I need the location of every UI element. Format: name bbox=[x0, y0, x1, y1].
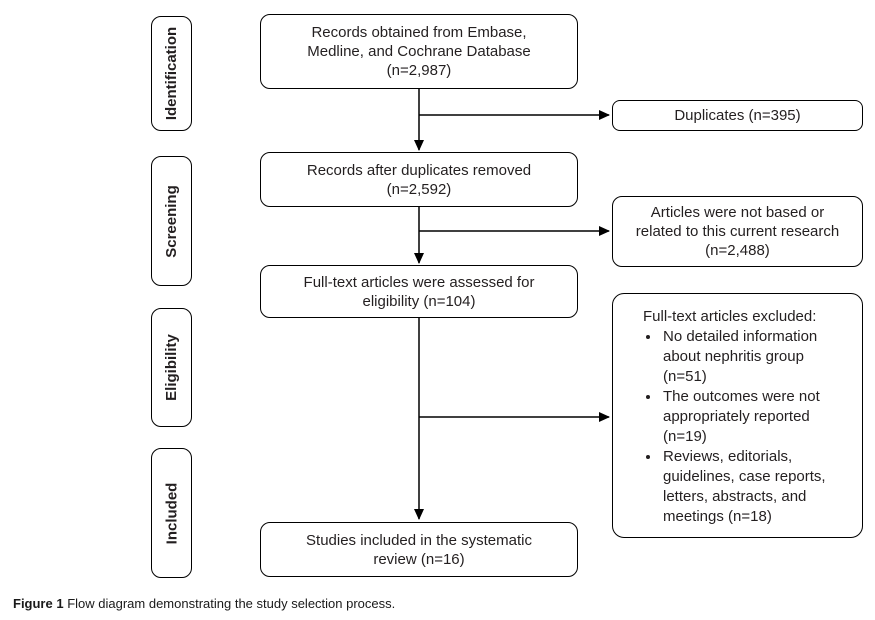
stage-box-screening bbox=[151, 156, 192, 286]
figure-caption-text: Flow diagram demonstrating the study selection process. bbox=[67, 596, 396, 611]
side-box-fulltext-excluded bbox=[612, 293, 863, 538]
stage-label-included: Included bbox=[163, 482, 181, 544]
stage-label-screening: Screening bbox=[163, 184, 180, 258]
flow-box-studies-included bbox=[260, 522, 578, 577]
stage-box-identification bbox=[151, 16, 192, 131]
fulltext-excluded-item: • Reviews, editorials, guidelines, case reports, letters, abstracts, and meetings (n=18) bbox=[661, 447, 850, 527]
flow-box-duplicates-removed-text: Records after duplicates removed (n=2,592) bbox=[306, 161, 532, 198]
figure-caption bbox=[13, 596, 395, 611]
stage-box-included bbox=[151, 448, 192, 578]
fulltext-excluded-list bbox=[643, 327, 850, 527]
flow-box-fulltext-assessed bbox=[260, 265, 578, 318]
side-box-duplicates bbox=[612, 100, 863, 131]
flow-box-studies-included-text: Studies included in the systematic review (n=16) bbox=[306, 531, 532, 568]
figure-caption-label: Figure 1 bbox=[13, 596, 64, 611]
stage-box-eligibility bbox=[151, 308, 192, 427]
fulltext-excluded-item: • No detailed information about nephritis group (n=51) bbox=[661, 327, 850, 387]
fulltext-excluded-title: Full-text articles excluded: bbox=[643, 308, 817, 325]
stage-label-eligibility: Eligibility bbox=[163, 334, 180, 401]
flow-box-records-obtained bbox=[260, 14, 578, 89]
side-box-duplicates-text: Duplicates (n=395) bbox=[674, 107, 801, 124]
flow-box-duplicates-removed bbox=[260, 152, 578, 207]
flow-box-records-obtained-text: Records obtained from Embase, Medline, and Cochrane Database (n=2,987) bbox=[307, 24, 531, 79]
stage-label-identification: Identification bbox=[163, 26, 180, 121]
side-box-not-related bbox=[612, 196, 863, 267]
fulltext-excluded-item: • The outcomes were not appropriately reported (n=19) bbox=[661, 387, 850, 447]
side-box-not-related-text: Articles were not based or related to this current research (n=2,488) bbox=[635, 204, 840, 259]
flow-box-fulltext-assessed-text: Full-text articles were assessed for eligibility (n=104) bbox=[303, 273, 535, 310]
